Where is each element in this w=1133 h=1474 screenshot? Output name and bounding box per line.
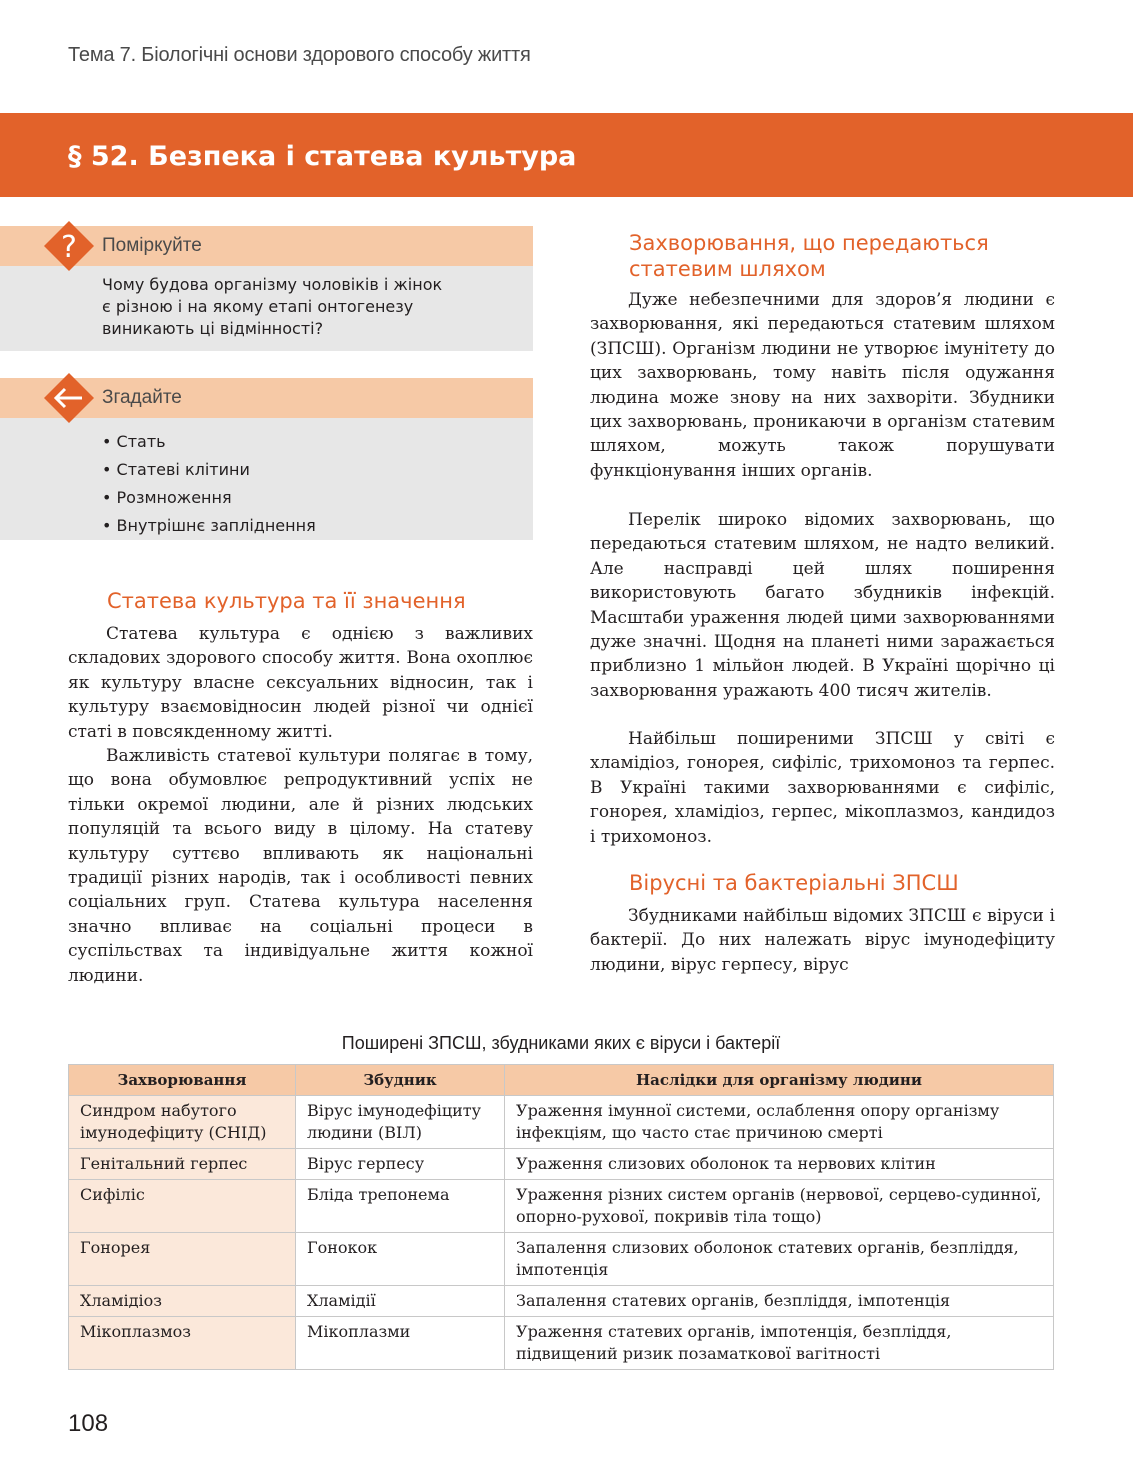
list-item: • Статеві клітини	[102, 459, 316, 487]
paragraph	[590, 904, 1055, 977]
think-line: є різною і на якому етапі онтогенезу	[102, 297, 414, 316]
table-cell: Ураження слизових оболонок та нервових клітин	[505, 1149, 1054, 1180]
section-heading: Статева культура та її значення	[107, 589, 466, 613]
paragraph	[590, 288, 1055, 483]
paragraph-text: Найбільш поширеними ЗПСШ у світі є хламідіоз, гонорея, сифіліс, трихомоноз та герпес. В Україні такими захворюваннями є сифіліс, гонорея, хламідіоз, герпес, мікоплазмоз, кандидоз і трихомоноз.	[590, 729, 1055, 847]
think-box-text	[102, 274, 442, 340]
table-cell: Ураження статевих органів, імпотенція, безпліддя, підвищений ризик позаматкової вагітності	[505, 1317, 1054, 1370]
table-cell: Запалення слизових оболонок статевих органів, безпліддя, імпотенція	[505, 1233, 1054, 1286]
running-head: Тема 7. Біологічні основи здорового способу життя	[68, 44, 531, 66]
paragraph	[68, 744, 533, 988]
table-cell: Хламідії	[296, 1286, 505, 1317]
paragraph-text: Статева культура є однією з важливих складових здорового способу життя. Вона охоплює як культуру власне сексуальних відносин, так і культуру взаємовідносин людей різної чи однієї статі в повсякденному житті.	[68, 624, 533, 742]
paragraph	[68, 622, 533, 744]
column-header: Збудник	[296, 1065, 505, 1096]
table-header-row	[69, 1065, 1054, 1096]
heading-line: Захворювання, що передаються	[629, 231, 989, 255]
list-item: • Внутрішнє запліднення	[102, 515, 316, 543]
table-cell: Ураження імунної системи, ослаблення опору організму інфекціям, що часто стає причиною смерті	[505, 1096, 1054, 1149]
table-cell: Ураження різних систем органів (нервової, серцево-судинної, опорно-рухової, покривів тіла тощо)	[505, 1180, 1054, 1233]
table-cell: Вірус імунодефіциту людини (ВІЛ)	[296, 1096, 505, 1149]
table-row	[69, 1149, 1054, 1180]
diseases-table	[68, 1064, 1054, 1370]
recall-list	[102, 431, 316, 543]
table-cell: Гонокок	[296, 1233, 505, 1286]
table-cell: Запалення статевих органів, безпліддя, імпотенція	[505, 1286, 1054, 1317]
table-row	[69, 1180, 1054, 1233]
table-cell: Бліда трепонема	[296, 1180, 505, 1233]
paragraph-text: Важливість статевої культури полягає в тому, що вона обумовлює репродуктивний успіх не тільки окремої людини, але й різних людських популяцій та всього виду в цілому. На статеву культуру суттєво впливають як національні традиції різних народів, так і особливості певних соціальних груп. Статева культура населення значно впливає на соціальні процеси в суспільствах та індивідуальне життя кожної людини.	[68, 746, 533, 986]
arrow-left-icon	[44, 373, 94, 423]
table-caption: Поширені ЗПСШ, збудниками яких є віруси і бактерії	[341, 1033, 781, 1053]
table-cell: Гонорея	[69, 1233, 296, 1286]
list-item: • Стать	[102, 431, 316, 459]
recall-box	[0, 378, 533, 540]
section-heading	[629, 230, 989, 282]
svg-text:?: ?	[61, 230, 77, 265]
question-icon	[44, 221, 94, 271]
think-line: виникають ці відмінності?	[102, 319, 324, 338]
table-row	[69, 1317, 1054, 1370]
section-heading: Вірусні та бактеріальні ЗПСШ	[629, 871, 959, 895]
page-number: 108	[68, 1410, 109, 1437]
paragraph-text: Збудниками найбільш відомих ЗПСШ є віруси і бактерії. До них належать вірус імунодефіциту людини, вірус герпесу, вірус	[590, 906, 1055, 975]
think-line: Чому будова організму чоловіків і жінок	[102, 275, 443, 294]
table-row	[69, 1233, 1054, 1286]
table-row	[69, 1096, 1054, 1149]
table-cell: Хламідіоз	[69, 1286, 296, 1317]
paragraph-text: Дуже небезпечними для здоров’я людини є захворювання, які передаються статевим шляхом (ЗПСШ). Організм людини не утворює імунітету до цих захворювань, тому навіть після одужання людина може знову на них захворіти. Збудники цих захворювань, проникаючи в організм статевим шляхом, можуть також порушувати функціонування інших органів.	[590, 290, 1055, 481]
heading-line: статевим шляхом	[629, 257, 826, 281]
list-item: • Розмноження	[102, 487, 316, 515]
column-header: Наслідки для організму людини	[505, 1065, 1054, 1096]
table-row	[69, 1286, 1054, 1317]
recall-box-label: Згадайте	[102, 387, 182, 408]
table-cell: Мікоплазмоз	[69, 1317, 296, 1370]
table-cell: Сифіліс	[69, 1180, 296, 1233]
think-box	[0, 226, 533, 351]
paragraph	[590, 727, 1055, 849]
paragraph-text: Перелік широко відомих захворювань, що передаються статевим шляхом, не надто великий. Але насправді цей шлях поширення використовують багато збудників інфекцій. Масштаби ураження людей цими захворюваннями дуже значні. Щодня на планеті ними заражається приблизно 1 мільйон людей. В Україні щорічно ці захворювання уражають 400 тисяч жителів.	[590, 510, 1055, 701]
think-box-label: Поміркуйте	[102, 235, 202, 256]
table-cell: Генітальний герпес	[69, 1149, 296, 1180]
page-title: § 52. Безпека і статева культура	[68, 141, 577, 172]
column-header: Захворювання	[69, 1065, 296, 1096]
table-cell: Синдром набутого імунодефіциту (СНІД)	[69, 1096, 296, 1149]
table-cell: Вірус герпесу	[296, 1149, 505, 1180]
paragraph	[590, 508, 1055, 703]
table-cell: Мікоплазми	[296, 1317, 505, 1370]
